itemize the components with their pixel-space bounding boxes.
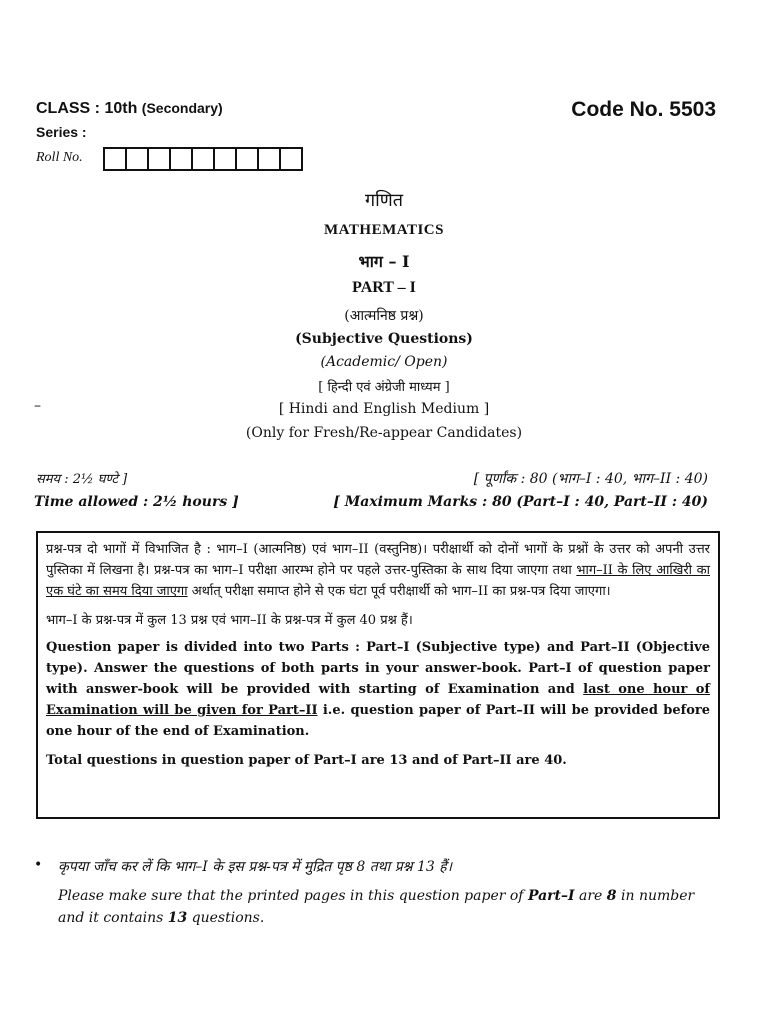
english-question-count: Total questions in question paper of Part–I are 13 and of Part–II are 40. (46, 753, 567, 768)
hindi-instruction-text-end: अर्थात् परीक्षा समाप्त होने से एक घंटा पूर्व परीक्षार्थी को भाग–II का प्रश्न-पत्र दिया जाएगा। (187, 584, 611, 599)
subject-title: MATHEMATICS (324, 222, 444, 238)
hindi-instruction-paragraph (46, 539, 710, 602)
hindi-subject-title: गणित (364, 190, 404, 211)
english-instruction-underlined: last one hour of Examination will be given for Part–II (46, 682, 711, 718)
english-instruction-text: Question paper is divided into two Parts : Part–I (Subjective type) and Part–II (Objective type). Answer the questions of both parts in your answer-book. Part–I of question paper with answer-book will be provided with starting of Examination and (46, 640, 710, 697)
class-text: CLASS : 10th (36, 100, 138, 117)
class-label (36, 100, 223, 118)
rollno-box (213, 147, 237, 171)
class-sub-text: (Secondary) (141, 100, 223, 116)
time-allowed-hindi: समय : 2½ घण्टे ] (36, 472, 128, 487)
rollno-box (169, 147, 193, 171)
rollno-box (235, 147, 259, 171)
question-type: (Subjective Questions) (295, 331, 473, 347)
medium-label: [ Hindi and English Medium ] (278, 401, 490, 417)
series-label: Series : (36, 124, 87, 140)
hindi-medium-label: [ हिन्दी एवं अंग्रेजी माध्यम ] (318, 380, 450, 395)
max-marks-hindi: [ पूर्णांक : 80 (भाग–I : 40, भाग–II : 40) (473, 471, 708, 487)
note-part: Part–I (527, 888, 575, 904)
note-text-4: questions. (187, 910, 265, 926)
rollno-label: Roll No. (36, 150, 83, 165)
hindi-question-count: भाग–I के प्रश्न-पत्र में कुल 13 प्रश्न एवं भाग–II के प्रश्न-पत्र में कुल 40 प्रश्न हैं। (46, 613, 413, 628)
academic-open-label: (Academic/ Open) (320, 354, 448, 370)
note-pages: 8 (606, 888, 617, 904)
english-instruction-paragraph (46, 637, 710, 742)
note-text-3: in number and it contains (58, 888, 695, 926)
bullet-icon: • (34, 857, 43, 873)
note-text-2: are (574, 888, 607, 904)
instructions-box (36, 531, 720, 819)
page-check-note-hindi: कृपया जाँच कर लें कि भाग–I के इस प्रश्न-पत्र में मुद्रित पृष्ठ 8 तथा प्रश्न 13 हैं। (58, 859, 453, 875)
rollno-box (279, 147, 303, 171)
note-questions: 13 (167, 910, 188, 926)
margin-dash: – (34, 398, 41, 414)
english-instruction-text-end: i.e. question paper of Part–II will be provided before one hour of the end of Examination. (46, 703, 710, 739)
rollno-box (125, 147, 149, 171)
hindi-instruction-text: प्रश्न-पत्र दो भागों में विभाजित है : भाग–I (आत्मनिष्ठ) एवं भाग–II (वस्तुनिष्ठ)। परीक्षार्थी को दोनों भागों के प्रश्नों के उत्तर को अपनी उत्तर पुस्तिका में लिखना है। प्रश्न-पत्र का भाग–I परीक्षा आरम्भ होने पर पहले उत्तर-पुस्तिका के साथ दिया जाएगा तथा (46, 542, 710, 578)
rollno-box (147, 147, 171, 171)
note-text: Please make sure that the printed pages in this question paper of (58, 888, 528, 904)
part-label: PART – I (352, 279, 416, 296)
max-marks: [ Maximum Marks : 80 (Part–I : 40, Part–II : 40) (333, 494, 708, 510)
hindi-part-label: भाग – I (358, 252, 410, 271)
rollno-box (103, 147, 127, 171)
hindi-question-type: (आत्मनिष्ठ प्रश्न) (344, 308, 424, 324)
hindi-instruction-underlined: भाग–II के लिए आखिरी का एक घंटे का समय दिया जाएगा (46, 563, 710, 599)
rollno-box (257, 147, 281, 171)
rollno-boxes (103, 147, 301, 171)
code-number: Code No. 5503 (571, 98, 716, 121)
candidates-label: (Only for Fresh/Re-appear Candidates) (245, 425, 523, 441)
rollno-box (191, 147, 215, 171)
page-check-note (58, 885, 718, 929)
time-allowed: Time allowed : 2½ hours ] (34, 494, 239, 510)
